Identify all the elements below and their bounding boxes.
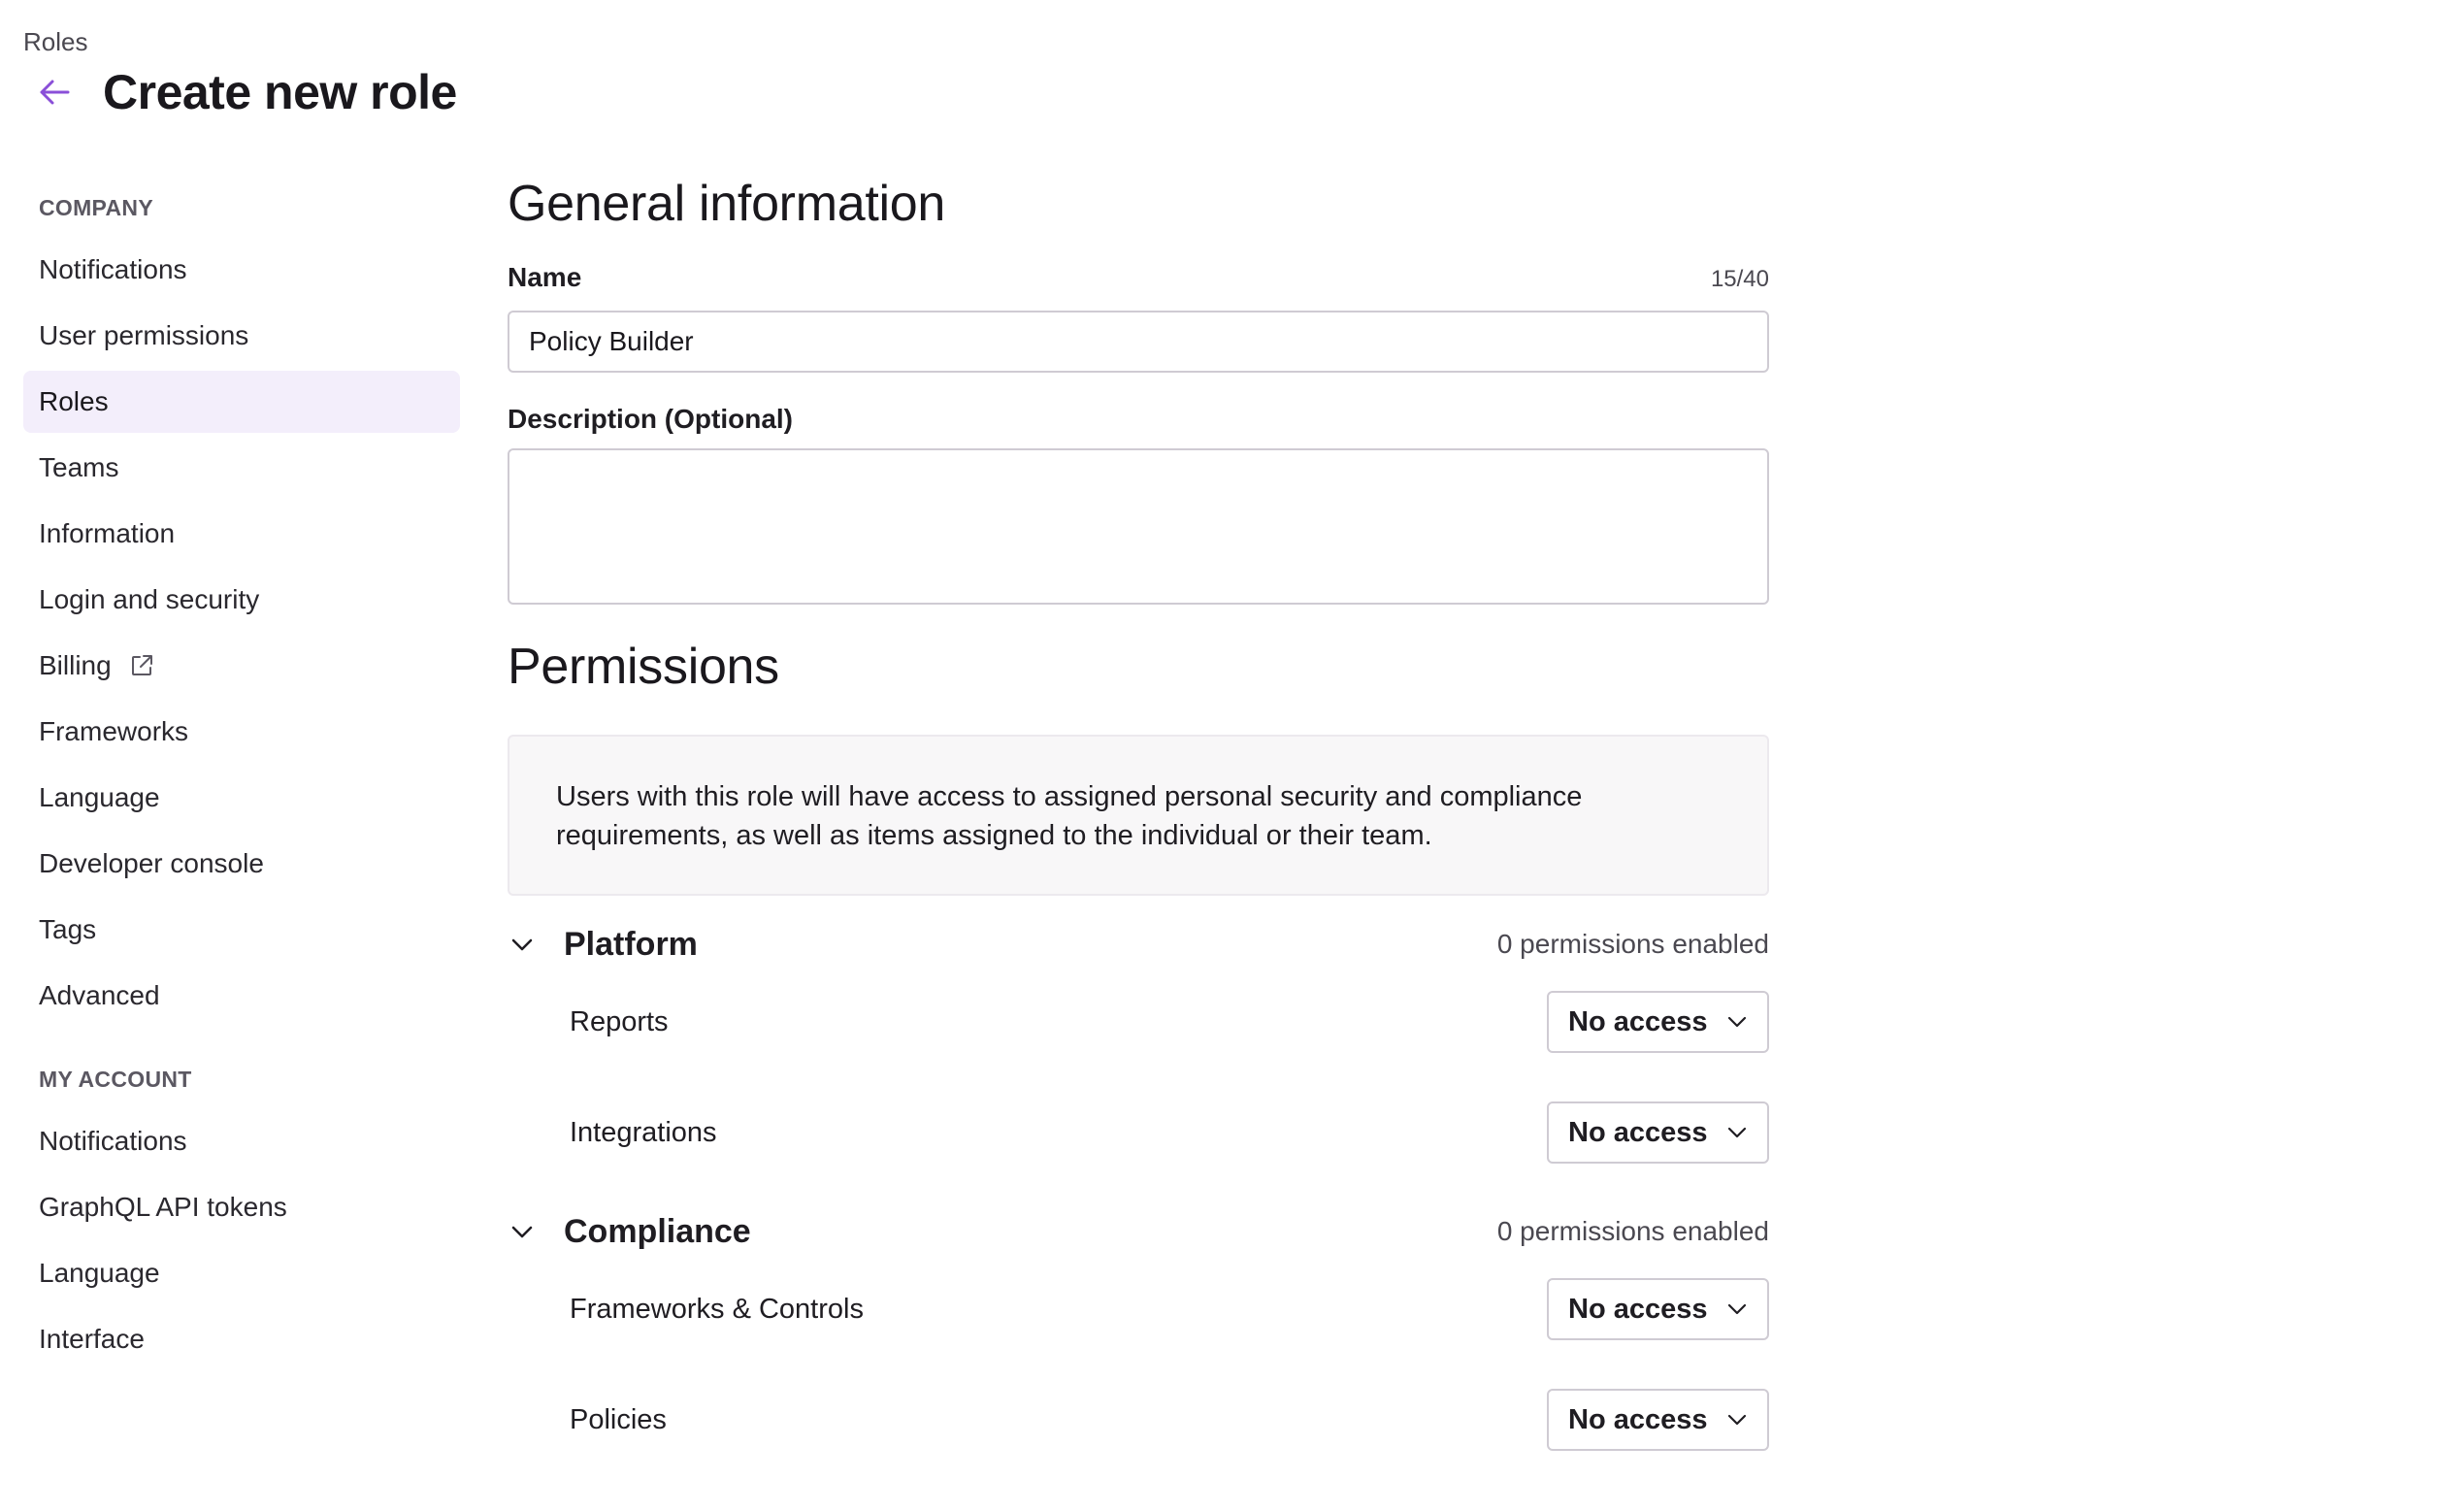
permission-label: Frameworks & Controls — [570, 1293, 864, 1325]
sidebar-item-teams[interactable] — [23, 437, 460, 499]
sidebar-item-label: Notifications — [39, 254, 187, 284]
collapse-compliance-button[interactable] — [508, 1217, 537, 1246]
select-value: No access — [1568, 1116, 1708, 1148]
permission-group-compliance — [508, 1204, 1769, 1259]
sidebar-item-label: Frameworks — [39, 716, 189, 746]
sidebar-item-label: Developer console — [39, 848, 264, 878]
back-button[interactable] — [31, 69, 78, 115]
group-title: Platform — [564, 925, 698, 963]
sidebar-item-advanced[interactable] — [23, 965, 460, 1027]
permission-row — [508, 1278, 1769, 1340]
policies-access-select[interactable] — [1547, 1389, 1769, 1451]
sidebar-item-label: Notifications — [39, 1126, 187, 1156]
sidebar-item-label: Login and security — [39, 584, 260, 614]
sidebar-item-account-language[interactable] — [23, 1242, 460, 1304]
group-permission-count: 0 permissions enabled — [1496, 929, 1769, 959]
sidebar-item-tags[interactable] — [23, 899, 460, 961]
chevron-down-icon — [1726, 1413, 1748, 1427]
sidebar-item-label: Billing — [39, 650, 112, 680]
sidebar-item-billing[interactable] — [23, 635, 460, 697]
sidebar-item-account-notifications[interactable] — [23, 1110, 460, 1172]
permission-label: Reports — [570, 1005, 669, 1037]
select-value: No access — [1568, 1005, 1708, 1037]
title-row — [31, 64, 457, 120]
collapse-platform-button[interactable] — [508, 930, 537, 959]
name-input-value: Policy Builder — [529, 326, 694, 356]
settings-sidebar — [23, 190, 460, 1374]
chevron-down-icon — [510, 1224, 534, 1239]
external-link-icon — [129, 653, 154, 678]
sidebar-item-user-permissions[interactable] — [23, 305, 460, 367]
description-textarea[interactable] — [508, 448, 1769, 605]
permission-label: Policies — [570, 1403, 667, 1435]
permission-group-platform — [508, 917, 1769, 971]
sidebar-item-label: Teams — [39, 452, 119, 482]
sidebar-item-label: Information — [39, 518, 176, 548]
permission-row — [508, 1389, 1769, 1451]
sidebar-item-frameworks[interactable] — [23, 701, 460, 763]
group-header-left — [508, 926, 698, 964]
permission-row — [508, 1101, 1769, 1164]
sidebar-item-label: GraphQL API tokens — [39, 1192, 287, 1222]
sidebar-item-label: Advanced — [39, 980, 160, 1010]
chevron-down-icon — [1726, 1302, 1748, 1316]
sidebar-item-developer-console[interactable] — [23, 833, 460, 895]
group-header-left — [508, 1213, 751, 1251]
sidebar-item-label: Language — [39, 782, 160, 812]
chevron-down-icon — [510, 937, 534, 952]
chevron-down-icon — [1726, 1126, 1748, 1139]
sidebar-item-notifications[interactable] — [23, 239, 460, 301]
select-value: No access — [1568, 1403, 1708, 1435]
name-label: Name — [508, 262, 582, 292]
sidebar-item-label: Tags — [39, 914, 97, 944]
integrations-access-select[interactable] — [1547, 1101, 1769, 1164]
general-information-heading: General information — [508, 176, 945, 232]
chevron-down-icon — [1726, 1015, 1748, 1029]
group-title: Compliance — [564, 1212, 751, 1250]
name-field-header — [508, 262, 1769, 293]
description-label: Description (Optional) — [508, 404, 793, 434]
sidebar-item-graphql-tokens[interactable] — [23, 1176, 460, 1238]
sidebar-item-interface[interactable] — [23, 1308, 460, 1370]
permission-label: Integrations — [570, 1116, 717, 1148]
page-title: Create new role — [103, 65, 457, 119]
select-value: No access — [1568, 1293, 1708, 1325]
sidebar-item-language[interactable] — [23, 767, 460, 829]
reports-access-select[interactable] — [1547, 991, 1769, 1053]
sidebar-item-information[interactable] — [23, 503, 460, 565]
sidebar-item-label: Interface — [39, 1324, 145, 1354]
sidebar-item-roles[interactable] — [23, 371, 460, 433]
sidebar-item-login-security[interactable] — [23, 569, 460, 631]
sidebar-item-label: User permissions — [39, 320, 249, 350]
permissions-info-box: Users with this role will have access to assigned personal security and compliance requirements, as well as items assigned to the individual or their team. — [508, 735, 1769, 896]
breadcrumb[interactable]: Roles — [23, 27, 88, 56]
name-input[interactable] — [508, 311, 1769, 373]
permissions-heading: Permissions — [508, 639, 779, 695]
sidebar-item-label: Roles — [39, 386, 109, 416]
sidebar-item-label: Language — [39, 1258, 160, 1288]
permission-row — [508, 991, 1769, 1053]
group-permission-count: 0 permissions enabled — [1496, 1216, 1769, 1246]
name-char-counter: 15/40 — [1710, 266, 1769, 292]
sidebar-section-my-account: MY ACCOUNT — [39, 1067, 192, 1092]
main-content — [508, 175, 1769, 1451]
frameworks-controls-access-select[interactable] — [1547, 1278, 1769, 1340]
arrow-left-icon — [38, 78, 71, 107]
sidebar-section-company: COMPANY — [39, 195, 153, 220]
